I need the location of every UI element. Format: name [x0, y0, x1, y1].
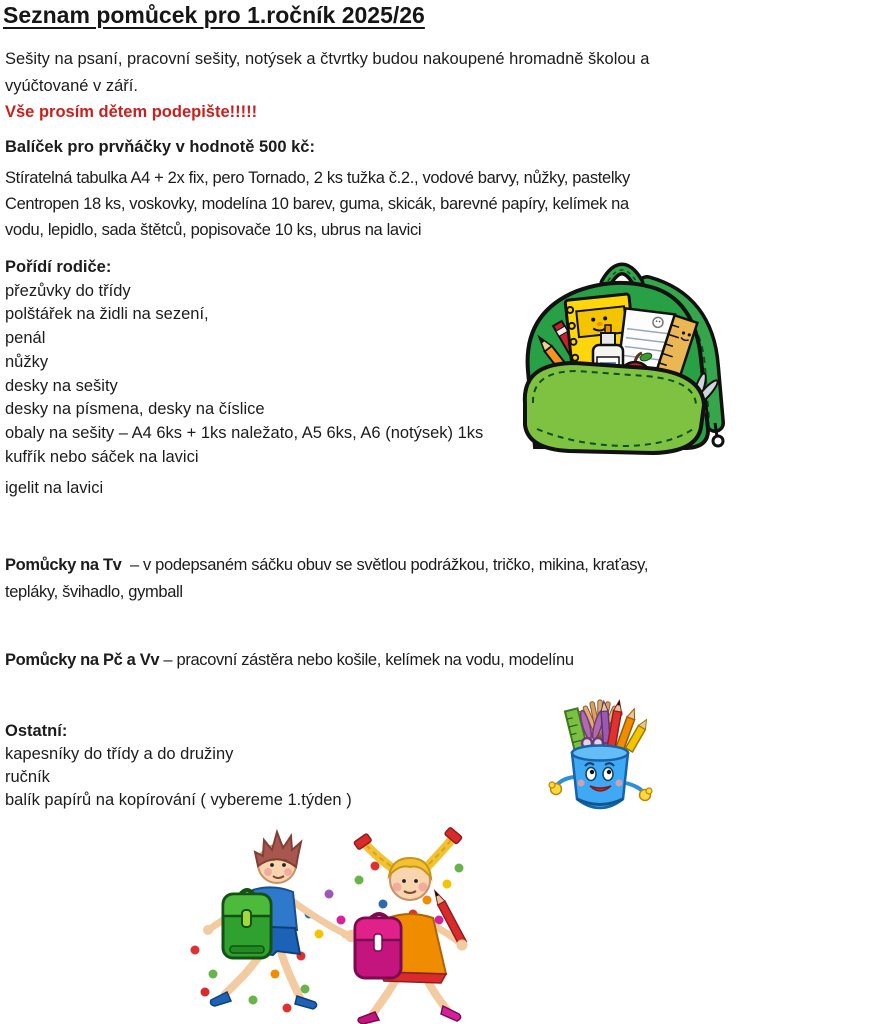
children-walking-clipart-image — [183, 822, 473, 1024]
list-item: přezůvky do třídy — [5, 281, 131, 300]
package-heading: Balíček pro prvňáčky v hodnotě 500 kč: — [5, 138, 315, 156]
list-item: igelit na lavici — [5, 479, 104, 497]
girl-backpack — [355, 914, 401, 978]
pe-supplies-line — [5, 552, 648, 579]
page-title: Seznam pomůcek pro 1.ročník 2025/26 — [3, 2, 425, 28]
list-item: desky na písmena, desky na číslice — [5, 400, 265, 419]
package-line: vodu, lepidlo, sada štětců, popisovače 10 ks, ubrus na lavici — [5, 221, 422, 239]
sign-everything-warning: Vše prosím dětem podepište!!!!! — [5, 103, 258, 121]
boy-backpack — [223, 890, 271, 958]
pe-supplies-line: tepláky, švihadlo, gymball — [5, 583, 183, 601]
pe-supplies-label: Pomůcky na Tv — [5, 556, 122, 574]
list-item: obaly na sešity – A4 6ks + 1ks naležato, A5 6ks, A6 (notýsek) 1ks — [5, 423, 484, 442]
crafts-art-label: Pomůcky na Pč a Vv — [5, 651, 160, 669]
crafts-art-line — [5, 651, 574, 670]
list-item: nůžky — [5, 352, 49, 371]
pe-supplies-text: – v podepsaném sáčku obuv se světlou podrážkou, tričko, mikina, kraťasy, — [121, 556, 649, 574]
girl-figure — [345, 827, 468, 1024]
crafts-art-supplies-section — [5, 651, 574, 670]
boy-figure — [203, 832, 349, 1009]
parents-provide-section — [5, 256, 483, 469]
list-item: penál — [5, 329, 46, 348]
parents-heading: Pořídí rodiče: — [5, 258, 112, 276]
list-item: kufřík nebo sáček na lavici — [5, 447, 199, 466]
crafts-art-text: – pracovní zástěra nebo košile, kelímek na vodu, modelínu — [159, 651, 574, 669]
other-section — [5, 720, 352, 812]
intro-paragraph — [5, 46, 649, 100]
package-line: Stíratelná tabulka A4 + 2x fix, pero Tornado, 2 ks tužka č.2., vodové barvy, nůžky, pastelky — [5, 169, 630, 187]
pe-supplies-section — [5, 552, 648, 606]
list-item: balík papírů na kopírování ( vybereme 1.týden ) — [5, 791, 352, 809]
backpack-clipart-image — [505, 250, 740, 457]
intro-line: vyúčtované v září. — [5, 77, 138, 95]
list-item: polštářek na židli na sezení, — [5, 305, 209, 324]
intro-line: Sešity na psaní, pracovní sešity, notýsek a čtvrtky budou nakoupené hromadně školou a — [5, 50, 650, 68]
package-section — [5, 138, 630, 243]
pencil-cup-clipart-image — [548, 694, 653, 814]
package-contents — [5, 165, 630, 243]
list-item: kapesníky do třídy a do družiny — [5, 745, 234, 763]
list-item: desky na sešity — [5, 376, 118, 395]
package-line: Centropen 18 ks, voskovky, modelína 10 barev, guma, skicák, barevné papíry, kelímek na — [5, 195, 629, 213]
list-item: ručník — [5, 768, 50, 786]
other-heading: Ostatní: — [5, 722, 68, 740]
